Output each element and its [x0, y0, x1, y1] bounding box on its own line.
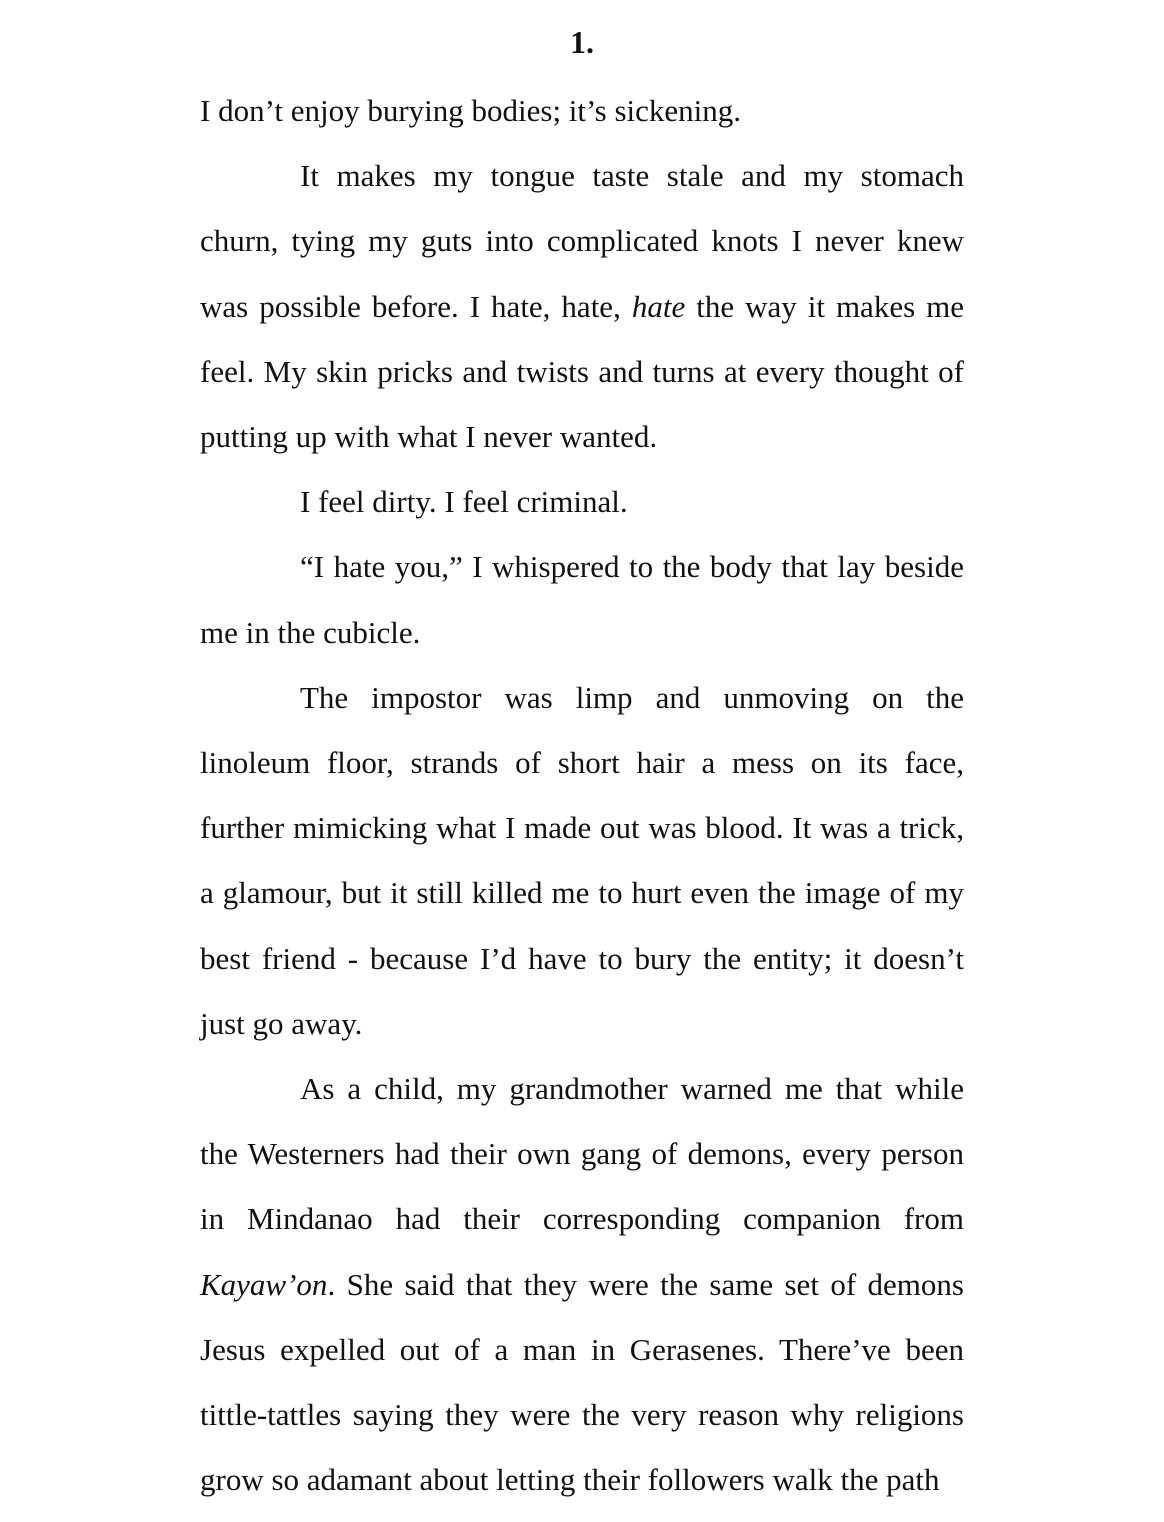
paragraph-6-emphasis: Kayaw’on — [200, 1266, 328, 1302]
paragraph-1: I don’t enjoy burying bodies; it’s sickening. — [200, 93, 742, 128]
chapter-body — [200, 78, 964, 1512]
paragraph-3: I feel dirty. I feel criminal. — [300, 484, 628, 520]
paragraph-6 — [200, 1056, 964, 1512]
paragraph-6-text-after: . She said that they were the same set of demons Jesus expelled out of a man in Gerasenes. There’ve been tittle-tattles saying they were the very reason why religions grow so adamant about letting their followers walk the path — [200, 1266, 964, 1498]
paragraph-4: “I hate you,” I whispered to the body that lay beside me in the cubicle. — [200, 549, 964, 650]
paragraph-2-emphasis: hate — [631, 288, 686, 324]
paragraph-2-text-before: It makes my tongue taste stale and my stomach churn, tying my guts into complicated knots I never knew was possible before. I hate, hate, — [200, 158, 964, 324]
paragraph-2-text-after: the way it makes me feel. My skin pricks and twists and turns at every thought of putting up with what I never wanted. — [200, 288, 965, 455]
paragraph-5: The impostor was limp and unmoving on the linoleum floor, strands of short hair a mess on its face, further mimicking what I made out was blood. It was a trick, a glamour, but it still killed me to hurt even the image of my best friend - because I’d have to bury the entity; it doesn’t just go away. — [200, 679, 964, 1041]
paragraph-2 — [200, 143, 964, 469]
chapter-title: 1. — [570, 24, 594, 60]
paragraph-6-text-before: As a child, my grandmother warned me that while the Westerners had their own gang of demons, every person in Mindanao had their corresponding companion from — [200, 1071, 964, 1237]
